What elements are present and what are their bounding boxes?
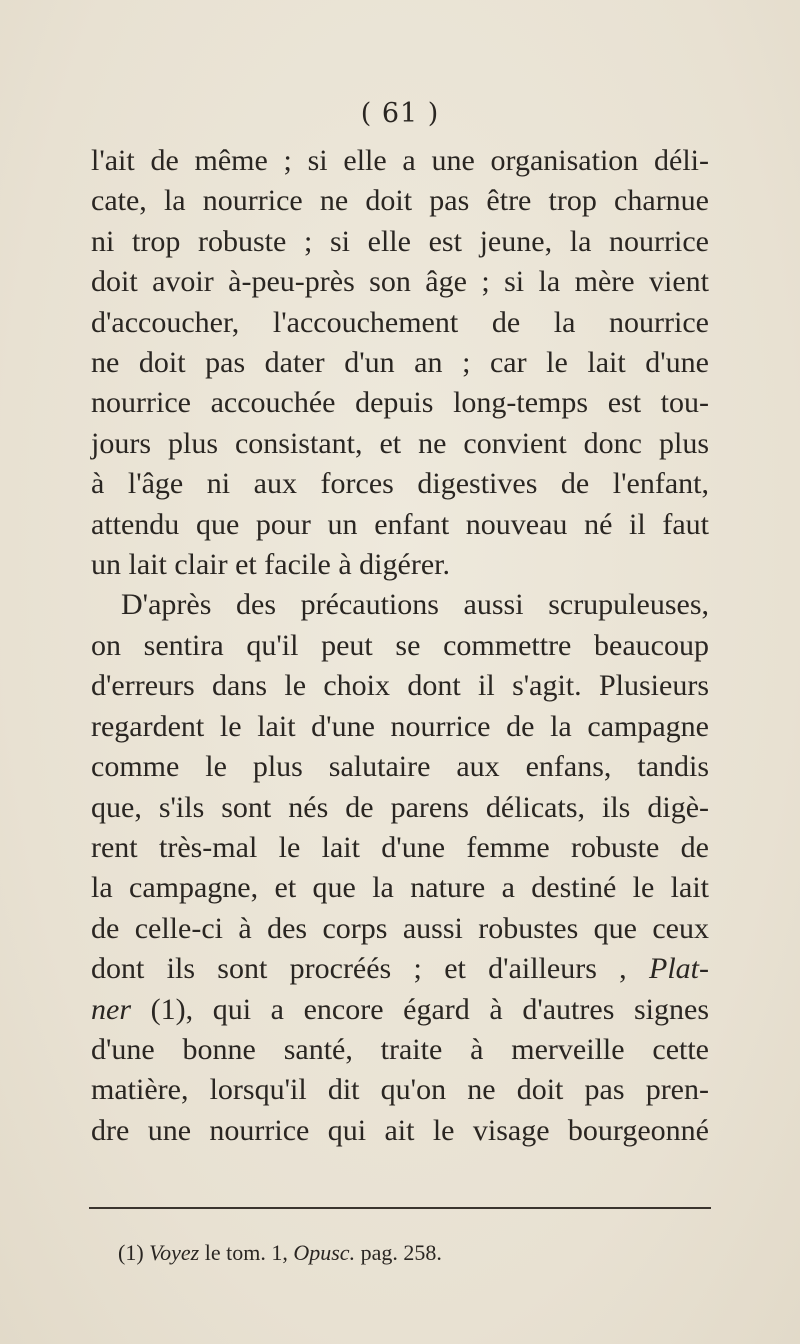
text-line: d'une bonne santé, traite à merveille cette: [91, 1032, 709, 1066]
text-line: ne doit pas dater d'un an ; car le lait d'une: [91, 346, 709, 380]
body-text: [91, 141, 709, 1151]
text-line: à l'âge ni aux forces digestives de l'enfant,: [91, 467, 709, 501]
page-number: ( 61 ): [360, 98, 440, 129]
text-line: on sentira qu'il peut se commettre beaucoup: [91, 628, 709, 662]
text-line: d'erreurs dans le choix dont il s'agit. Plusieurs: [91, 669, 709, 703]
footnote: [118, 1240, 442, 1266]
line-text: (1), qui a encore égard à d'autres signes: [131, 992, 709, 1026]
line-text: dont ils sont procréés ; et d'ailleurs ,: [91, 952, 627, 986]
text-line: attendu que pour un enfant nouveau né il faut: [91, 507, 709, 541]
text-line: cate, la nourrice ne doit pas être trop charnue: [91, 184, 709, 218]
text-line: comme le plus salutaire aux enfans, tandis: [91, 750, 709, 784]
text-line: matière, lorsqu'il dit qu'on ne doit pas pren-: [91, 1073, 709, 1107]
footnote-italic: Voyez: [149, 1240, 200, 1265]
text-line: rent très-mal le lait d'une femme robuste de: [91, 830, 709, 864]
text-line: [91, 949, 709, 989]
text-line: D'après des précautions aussi scrupuleuses,: [121, 588, 709, 622]
footnote-mark: (1): [118, 1240, 144, 1265]
text-line: que, s'ils sont nés de parens délicats, ils digè-: [91, 790, 709, 824]
footnote-divider: [89, 1207, 711, 1209]
text-line: [91, 990, 709, 1030]
text-line: un lait clair et facile à digérer.: [91, 548, 450, 582]
footnote-text: le tom. 1,: [199, 1240, 294, 1265]
footnote-italic: Opusc.: [293, 1240, 356, 1265]
italic-author-name: ner: [91, 992, 131, 1026]
text-line: jours plus consistant, et ne convient donc plus: [91, 426, 709, 460]
text-line: l'ait de même ; si elle a une organisation déli-: [91, 144, 709, 177]
text-line: doit avoir à-peu-près son âge ; si la mère vient: [91, 265, 709, 299]
text-line: regardent le lait d'une nourrice de la campagne: [91, 709, 709, 743]
italic-author-name: Plat-: [649, 952, 710, 986]
footnote-text: pag. 258.: [355, 1240, 442, 1265]
text-line: ni trop robuste ; si elle est jeune, la nourrice: [91, 224, 709, 258]
text-line: d'accoucher, l'accouchement de la nourrice: [91, 305, 709, 339]
text-line: de celle-ci à des corps aussi robustes que ceux: [91, 911, 709, 945]
text-line: dre une nourrice qui ait le visage bourgeonné: [91, 1113, 709, 1147]
text-line: la campagne, et que la nature a destiné le lait: [91, 871, 709, 905]
text-line: nourrice accouchée depuis long-temps est tou-: [91, 386, 709, 420]
